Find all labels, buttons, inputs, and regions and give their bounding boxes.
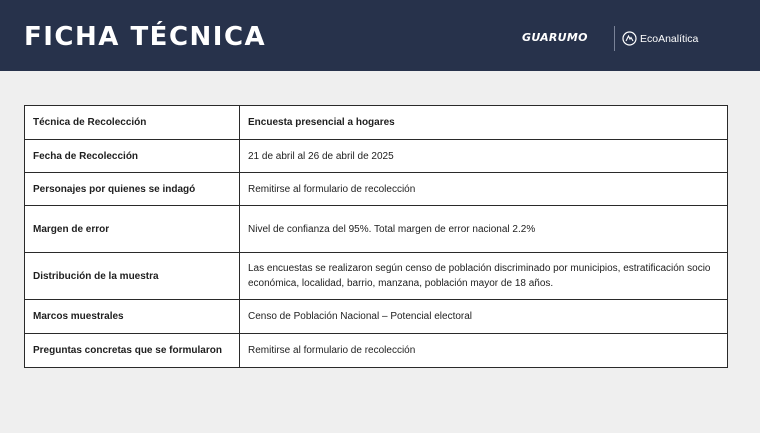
row-value: 21 de abril al 26 de abril de 2025: [240, 140, 728, 173]
table-row: [25, 334, 728, 368]
row-value: Nivel de confianza del 95%. Total margen de error nacional 2.2%: [240, 206, 728, 253]
row-value: Censo de Población Nacional – Potencial electoral: [240, 300, 728, 334]
row-value: Las encuestas se realizaron según censo de población discriminado por municipios, estratificación socio económica, localidad, barrio, manzana, población mayor de 18 años.: [240, 253, 728, 300]
ecoanalitica-logo-icon: [622, 31, 637, 46]
guarumo-logo: GUARUMO: [522, 31, 588, 44]
row-label: Técnica de Recolección: [25, 106, 240, 140]
table-row: [25, 253, 728, 300]
page-title: FICHA TÉCNICA: [24, 22, 267, 52]
row-label: Distribución de la muestra: [25, 253, 240, 300]
logo-divider: [614, 26, 615, 51]
table-row: [25, 140, 728, 173]
ecoanalitica-logo: EcoAnalítica: [640, 33, 699, 45]
ficha-table: [24, 105, 728, 368]
table-row: [25, 206, 728, 253]
row-label: Fecha de Recolección: [25, 140, 240, 173]
row-label: Preguntas concretas que se formularon: [25, 334, 240, 368]
table-row: [25, 300, 728, 334]
table-row: [25, 173, 728, 206]
row-label: Margen de error: [25, 206, 240, 253]
row-label: Personajes por quienes se indagó: [25, 173, 240, 206]
page-header: [0, 0, 760, 71]
row-value: Encuesta presencial a hogares: [240, 106, 728, 140]
row-value: Remitirse al formulario de recolección: [240, 334, 728, 368]
row-value: Remitirse al formulario de recolección: [240, 173, 728, 206]
table-row: [25, 106, 728, 140]
row-label: Marcos muestrales: [25, 300, 240, 334]
